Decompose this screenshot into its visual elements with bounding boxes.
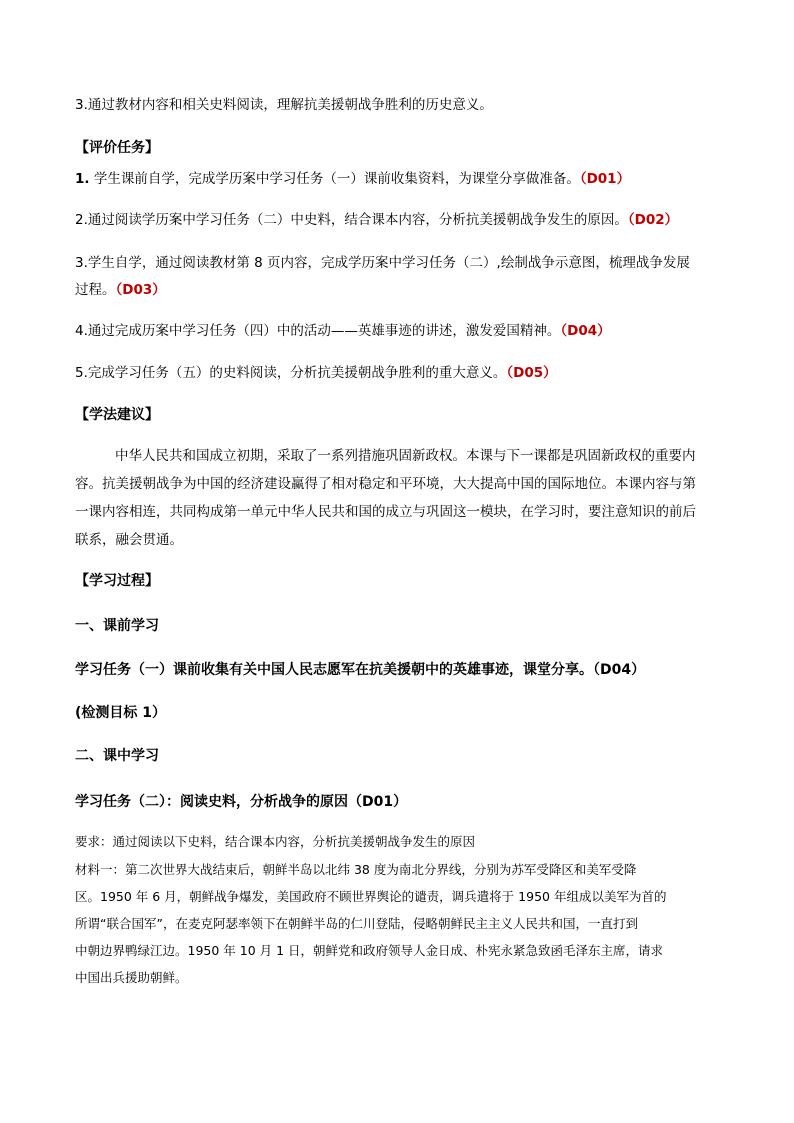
eval-item-1 <box>75 169 630 189</box>
task-2-title: 学习任务（二）：阅读史料，分析战争的原因（D01） <box>75 794 408 810</box>
method-heading: 【学法建议】 <box>75 407 159 423</box>
eval-item-3-cont <box>75 280 166 300</box>
section-2-title: 二、课中学习 <box>75 748 159 764</box>
method-line-1: 中华人民共和国成立初期，采取了一系列措施巩固新政权。本课与下一课都是巩固新政权的重要内 <box>115 448 696 464</box>
eval-item-3: 3.学生自学，通过阅读教材第 8 页内容，完成学历案中学习任务（二）,绘制战争示意图，梳理战争发展 <box>75 255 690 271</box>
method-line-4: 联系，融会贯通。 <box>75 532 183 548</box>
task-1-title: 学习任务（一）课前收集有关中国人民志愿军在抗美援朝中的英雄事迹，课堂分享。（D04） <box>75 662 646 678</box>
eval-item-1-code: （D01） <box>579 171 631 187</box>
material-line-1: 材料一：第二次世界大战结束后，朝鲜半岛以北纬 38 度为南北分界线，分别为苏军受降区和美军受降 <box>75 862 637 877</box>
process-heading: 【学习过程】 <box>75 573 159 589</box>
eval-item-1-number: 1. <box>75 171 90 187</box>
material-line-4: 中朝边界鸭绿江边。1950 年 10 月 1 日，朝鲜党和政府领导人金日成、朴宪永紧急致函毛泽东主席，请求 <box>75 943 664 958</box>
eval-item-5-code: （D05） <box>506 365 557 381</box>
section-1-title: 一、课前学习 <box>75 618 159 634</box>
method-line-3: 一课内容相连，共同构成第一单元中华人民共和国的成立与巩固这一模块，在学习时，要注意知识的前后 <box>75 504 696 520</box>
task-1-target: (检测目标 1） <box>75 705 167 721</box>
material-line-5: 中国出兵援助朝鲜。 <box>75 970 188 985</box>
eval-item-4 <box>75 321 611 341</box>
requirement-text: 要求：通过阅读以下史料，结合课本内容，分析抗美援朝战争发生的原因 <box>75 834 476 849</box>
eval-item-3-text2: 过程。 <box>75 282 116 298</box>
material-line-2: 区。1950 年 6 月，朝鲜战争爆发，美国政府不顾世界舆论的谴责，调兵遣将于 1950 年组成以美军为首的 <box>75 889 667 904</box>
eval-item-5 <box>75 363 557 383</box>
eval-item-3-code: （D03） <box>115 282 166 298</box>
objective-3: 3.通过教材内容和相关史料阅读，理解抗美援朝战争胜利的历史意义。 <box>75 97 493 113</box>
eval-heading: 【评价任务】 <box>75 140 159 156</box>
eval-item-4-text: 4.通过完成历案中学习任务（四）中的活动——英雄事迹的讲述，激发爱国精神。 <box>75 323 561 339</box>
method-line-2: 容。抗美援朝战争为中国的经济建设赢得了相对稳定和平环境，大大提高中国的国际地位。本课内容与第 <box>75 476 696 492</box>
eval-item-4-code: （D04） <box>560 323 611 339</box>
eval-item-1-text: 学生课前自学，完成学历案中学习任务（一）课前收集资料，为课堂分享做准备。 <box>89 171 580 187</box>
eval-item-2-code: （D02） <box>627 212 679 228</box>
eval-item-2-text: 2.通过阅读学历案中学习任务（二）中史料，结合课本内容，分析抗美援朝战争发生的原因。 <box>75 212 628 228</box>
eval-item-2 <box>75 210 678 230</box>
eval-item-5-text: 5.完成学习任务（五）的史料阅读，分析抗美援朝战争胜利的重大意义。 <box>75 365 507 381</box>
material-line-3: 所谓“联合国军”，在麦克阿瑟率领下在朝鲜半岛的仁川登陆，侵略朝鲜民主主义人民共和国，一直打到 <box>75 916 638 931</box>
